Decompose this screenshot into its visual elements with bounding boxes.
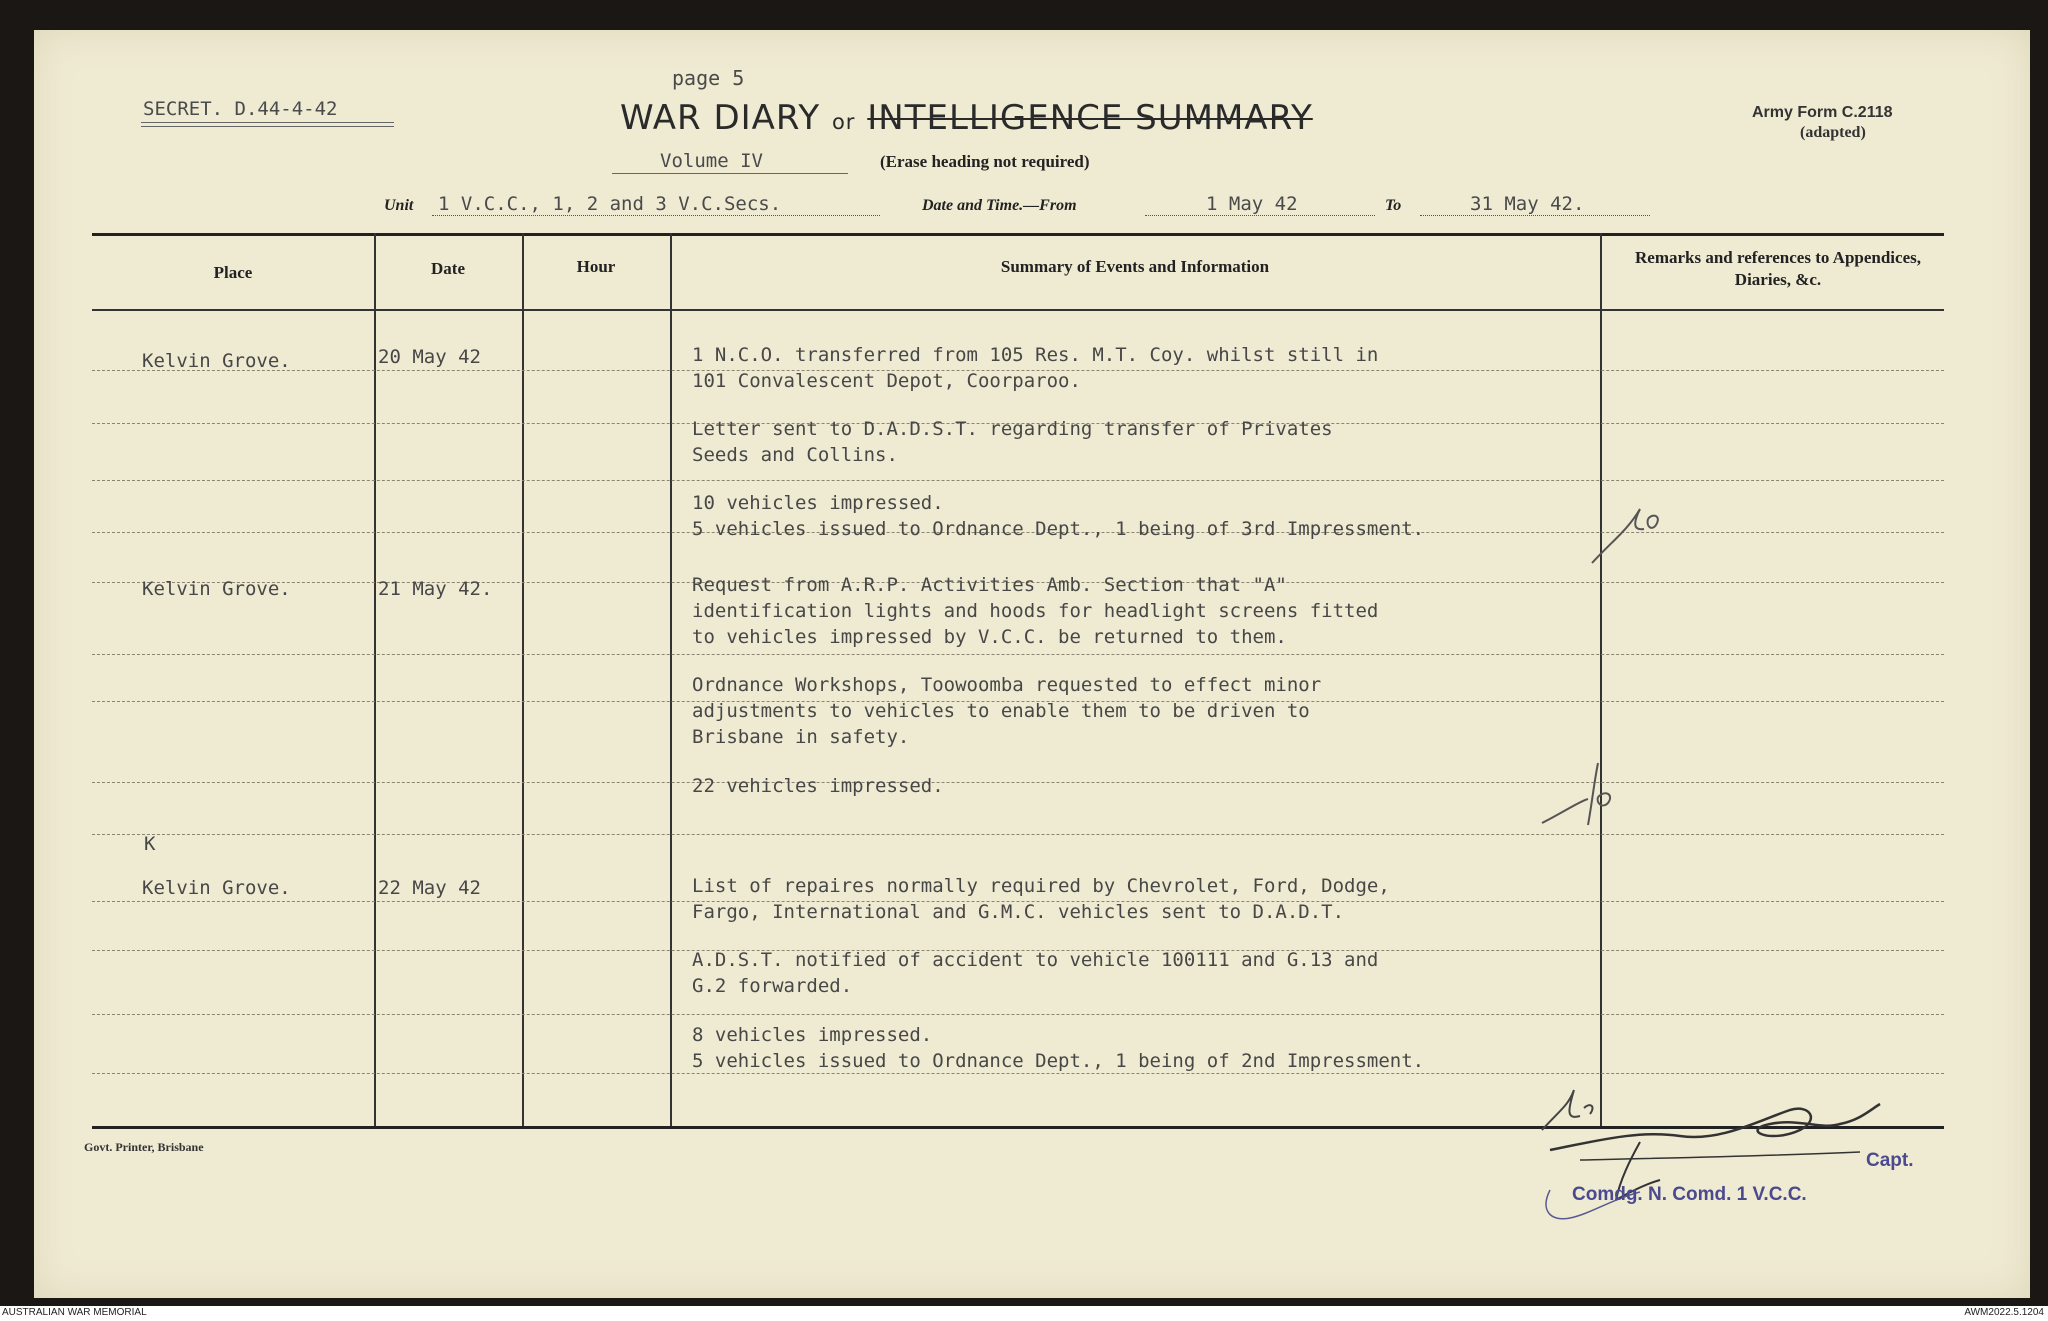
unit-value: 1 V.C.C., 1, 2 and 3 V.C.Secs.: [438, 193, 782, 215]
entry-summary-line: Fargo, International and G.M.C. vehicles sent to D.A.D.T.: [692, 901, 1345, 923]
entry-place: Kelvin Grove.: [142, 578, 291, 600]
title-or: or: [831, 110, 856, 134]
title-struck-intelligence-summary: INTELLIGENCE SUMMARY: [867, 98, 1313, 138]
column-divider-place: [374, 233, 376, 1126]
unit-label: Unit: [384, 197, 414, 214]
initials-mark: [1532, 753, 1632, 833]
entry-place: Kelvin Grove.: [142, 350, 291, 372]
header-place: Place: [213, 263, 253, 282]
row-rule: [92, 834, 1944, 835]
unit-dotted-line: [432, 215, 880, 216]
title-war-diary: WAR DIARY: [620, 98, 821, 138]
entry-summary-line: 5 vehicles issued to Ordnance Dept., 1 being of 3rd Impressment.: [692, 518, 1425, 540]
signatory-rank: Capt.: [1866, 1150, 1914, 1171]
entry-place: Kelvin Grove.: [142, 877, 291, 899]
archive-name: AUSTRALIAN WAR MEMORIAL: [2, 1307, 147, 1318]
to-date-value: 31 May 42.: [1470, 193, 1585, 215]
archive-reference: AWM2022.5.1204: [1964, 1307, 2044, 1318]
secret-underline: [141, 122, 394, 123]
entry-summary-line: 8 vehicles impressed.: [692, 1024, 933, 1046]
entry-summary-line: G.2 forwarded.: [692, 975, 853, 997]
header-hour: Hour: [576, 257, 616, 276]
header-remarks: Remarks and references to Appendices, Diaries, &c.: [1635, 248, 1921, 289]
entry-summary-line: Ordnance Workshops, Toowoomba requested to effect minor: [692, 674, 1322, 696]
to-label: To: [1385, 197, 1402, 214]
column-divider-summary: [1600, 233, 1602, 1126]
column-divider-date: [522, 233, 524, 1126]
entry-summary-line: Seeds and Collins.: [692, 444, 898, 466]
entry-summary-line: identification lights and hoods for headlight screens fitted: [692, 600, 1379, 622]
entry-summary-line: Request from A.R.P. Activities Amb. Section that "A": [692, 574, 1287, 596]
date-time-from-label: Date and Time.—From: [922, 197, 1077, 214]
printer-credit: Govt. Printer, Brisbane: [84, 1140, 204, 1154]
row-rule: [92, 654, 1944, 655]
erase-heading-note: (Erase heading not required): [880, 152, 1090, 171]
from-date-value: 1 May 42: [1206, 193, 1298, 215]
entry-summary-line: 10 vehicles impressed.: [692, 492, 944, 514]
diary-table: [92, 233, 1944, 1126]
column-divider-hour: [670, 233, 672, 1126]
form-title: [620, 98, 1313, 138]
row-rule: [92, 782, 1944, 783]
entry-summary-line: Brisbane in safety.: [692, 726, 910, 748]
entry-summary-line: 101 Convalescent Depot, Coorparoo.: [692, 370, 1081, 392]
entry-summary-line: 1 N.C.O. transferred from 105 Res. M.T. Coy. whilst still in: [692, 344, 1379, 366]
margin-mark: K: [144, 833, 156, 855]
army-form-adapted: (adapted): [1800, 124, 1866, 141]
entry-date: 21 May 42.: [378, 578, 493, 600]
secret-reference: SECRET. D.44-4-42: [143, 98, 338, 120]
table-header-rule: [92, 309, 1944, 311]
page-number: page 5: [672, 66, 745, 90]
volume-label: Volume IV: [660, 150, 763, 172]
entry-summary-line: 5 vehicles issued to Ordnance Dept., 1 being of 2nd Impressment.: [692, 1050, 1425, 1072]
entry-summary-line: 22 vehicles impressed.: [692, 775, 944, 797]
header-summary: Summary of Events and Information: [1000, 257, 1270, 276]
volume-underline: [612, 173, 848, 174]
entry-summary-line: adjustments to vehicles to enable them to be driven to: [692, 700, 1310, 722]
header-date: Date: [431, 259, 465, 278]
table-top-rule: [92, 233, 1944, 236]
archive-footer: [0, 1306, 2048, 1321]
secret-underline-double: [141, 126, 394, 127]
initials-mark: [1582, 501, 1672, 571]
entry-date: 20 May 42: [378, 346, 481, 368]
from-dotted-line: [1145, 215, 1375, 216]
entry-summary-line: to vehicles impressed by V.C.C. be returned to them.: [692, 626, 1287, 648]
army-form-number: Army Form C.2118: [1752, 104, 1893, 121]
row-rule: [92, 480, 1944, 481]
entry-date: 22 May 42: [378, 877, 481, 899]
entry-summary-line: A.D.S.T. notified of accident to vehicle 100111 and G.13 and: [692, 949, 1379, 971]
entry-summary-line: List of repaires normally required by Chevrolet, Ford, Dodge,: [692, 875, 1390, 897]
signatory-command: Comdg. N. Comd. 1 V.C.C.: [1572, 1184, 1807, 1205]
to-dotted-line: [1420, 215, 1650, 216]
entry-summary-line: Letter sent to D.A.D.S.T. regarding transfer of Privates: [692, 418, 1333, 440]
row-rule: [92, 1014, 1944, 1015]
